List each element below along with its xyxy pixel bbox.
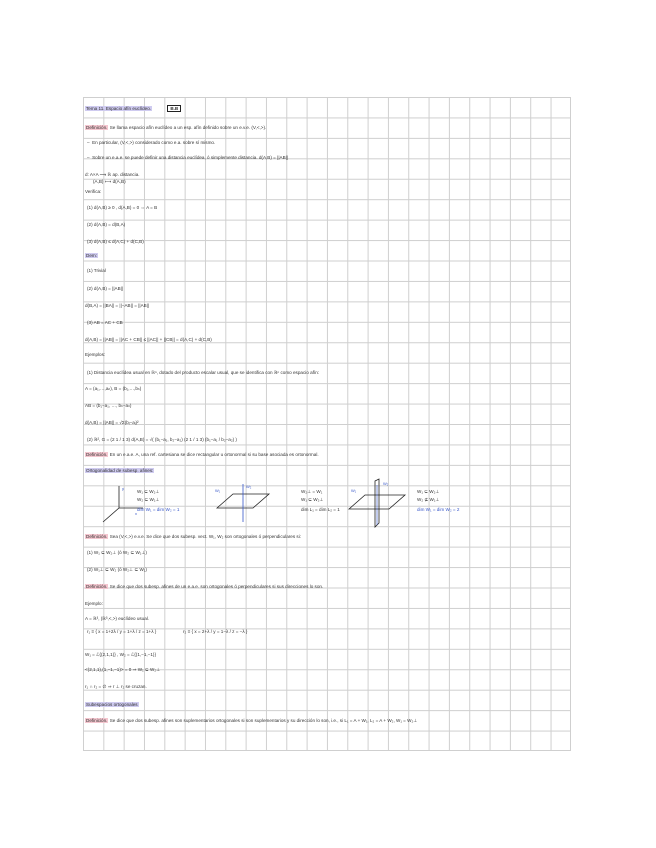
proof-3-detail: d(A,B) = ||AB|| = ||AC + CB|| ≤ ||AC|| + ||CB|| = d(A,C) + d(C,B): [85, 337, 212, 342]
definition-5: Definición. Se dice que dos subesp. afines son suplementarios ortogonales si son suplementarios y su dirección lo son, i.e., si L₁ = A + W₁, L₂ = A + W₂, W₁ = W₂⊥: [86, 718, 418, 723]
definition-3: Definición. Sea (V,<,>) e.v.e. Se dice que dos subesp. vect. W₁, W₂ son ortogonales ó perpendiculares si:: [86, 534, 302, 539]
fig3-relation-1: W₁ ⊆ W₂⊥: [417, 489, 440, 494]
page-title: Tema 11. Espacio afín euclídeo. B.B: [85, 106, 181, 112]
examples-heading: Ejemplos:: [85, 352, 106, 357]
ejemplo-space: A = ℝ³, (ℝ³,<,>) euclídeo usual.: [85, 616, 150, 621]
definition-1: Definición. Se llama espacio afín euclídeo a un esp. afín definido sobre un e.v.e. (V,<,>).: [86, 125, 267, 130]
property-2: (2) d(A,B) = d(B,A): [87, 222, 126, 227]
example-1: (1) Distancia euclídea usual en ℝⁿ, dotado del producto escalar usual, que se identifica con ℝⁿ como espacio afín:: [87, 370, 320, 375]
example-1-vector: AB = (b₁−a₁, …, bₙ−aₙ): [85, 403, 132, 408]
ortho-condition-2: (2) W₁⊥ ⊆ W₂ (ó W₂⊥ ⊆ W₁): [87, 567, 147, 572]
conclusion: r₁ ∩ r₂ = ∅ ⇒ r ⊥ r₂ se cruzan.: [85, 684, 147, 689]
distance-map-line-2: (A,B) ⟼ d(A,B): [93, 179, 126, 184]
grid-paper: [83, 97, 571, 751]
property-1: (1) d(A,B) ≥ 0 , d(A,B) = 0 ⇔ A = B: [87, 205, 158, 210]
ortho-condition-1: (1) W₁ ⊆ W₂⊥ (ó W₂ ⊆ W₁⊥): [87, 550, 147, 555]
axis-label-x: x: [135, 511, 137, 516]
verifica-heading: Verifica:: [85, 189, 102, 194]
example-2: (2) ℝ², G = (2 1 / 1 3) d(A,B) = √( (b₁−a₁, b₂−a₂) (2 1 / 1 3) (b₁−a₁ / b₂−a₂) ): [87, 437, 237, 442]
line-system-2: r₂ ≡ { x = 2+λ / y = 1−λ / z = −λ }: [183, 629, 248, 634]
ejemplo-heading: Ejemplo:: [85, 601, 103, 606]
distance-map-line-1: d: A×A ⟶ ℝ ap. distancia.: [85, 172, 140, 177]
dem-heading: Dem:: [86, 253, 97, 258]
fig3-caption: dim W₁ = dim W₂ = 2: [417, 507, 460, 512]
bullet-1: – En particular, (V,<,>) considerado como e.a. sobre sí mismo.: [87, 140, 216, 145]
figure-plane-line: [211, 482, 291, 528]
example-1-distance: d(A,B) = ||AB|| = √Σ(bᵢ−aᵢ)²: [85, 420, 139, 425]
axis-label-y: y: [122, 486, 124, 491]
orthogonality-heading: Ortogonalidad de subesp. afines:: [86, 468, 154, 473]
proof-1: (1) Trivial: [87, 268, 106, 273]
title-tag: B.B: [167, 105, 181, 112]
plane-label-2: W₂: [383, 481, 389, 486]
fig2-relation-2: W₁ ⊆ W₂⊥: [301, 497, 324, 502]
line-system-1: r₁ ≡ { x = 1+2λ / y = 1+λ / z = 1+λ }: [87, 629, 157, 634]
proof-2-detail: d(B,A) = ||BA|| = ||−AB|| = ||AB||: [85, 303, 150, 308]
directions: W₁ = ℒ{(2,1,1)} , W₂ = ℒ{(1,−1,−1)}: [85, 652, 156, 657]
proof-3: (3) AB = AC + CB: [87, 320, 123, 325]
property-3: (3) d(A,B) ≤ d(A,C) + d(C,B): [87, 239, 144, 244]
plane-label: W₁: [215, 488, 221, 493]
fig1-relation-2: W₂ ⊆ W₁⊥: [137, 497, 160, 502]
fig3-relation-2: W₂ ⊈ W₁⊥: [417, 497, 440, 502]
inner-product: <(2,1,1),(1,−1,−1)> = 0 ⇒ W₁ ⊆ W₂⊥: [85, 667, 161, 672]
figure-two-planes: [345, 479, 425, 531]
fig2-caption: dim L₁ = dim L₂ = 1: [301, 507, 340, 512]
line-label: W₂: [246, 484, 252, 489]
proof-2: (2) d(A,B) = ||AB||: [87, 286, 124, 291]
fig2-relation-1: W₂⊥ = W₁: [301, 489, 323, 494]
fig1-relation-1: W₁ ⊆ W₂⊥: [137, 489, 160, 494]
fig1-caption: dim W₁ = dim W₂ = 1: [137, 507, 180, 512]
example-1-points: A = (a₁,…,aₙ), B = (b₁,…,bₙ): [85, 386, 142, 391]
suplementarios-heading: Subespacios ortogonales: [86, 702, 138, 707]
bullet-2: – Sobre un e.a.e. se puede definir una distancia euclídea, ó simplemente distancia. d(A,B) = ||AB||: [87, 155, 289, 160]
definition-2: Definición. En un e.a.e. A, una ref. cartesiana se dice rectangular u ortonormal si su base asociada es ortonormal.: [86, 452, 319, 457]
plane-label-1: W₁: [351, 488, 357, 493]
definition-4: Definición. Se dice que dos subesp. afines de un e.a.e. son ortogonales ó perpendiculares si sus direcciones lo son.: [86, 584, 324, 589]
z-axis-line: [103, 508, 119, 522]
